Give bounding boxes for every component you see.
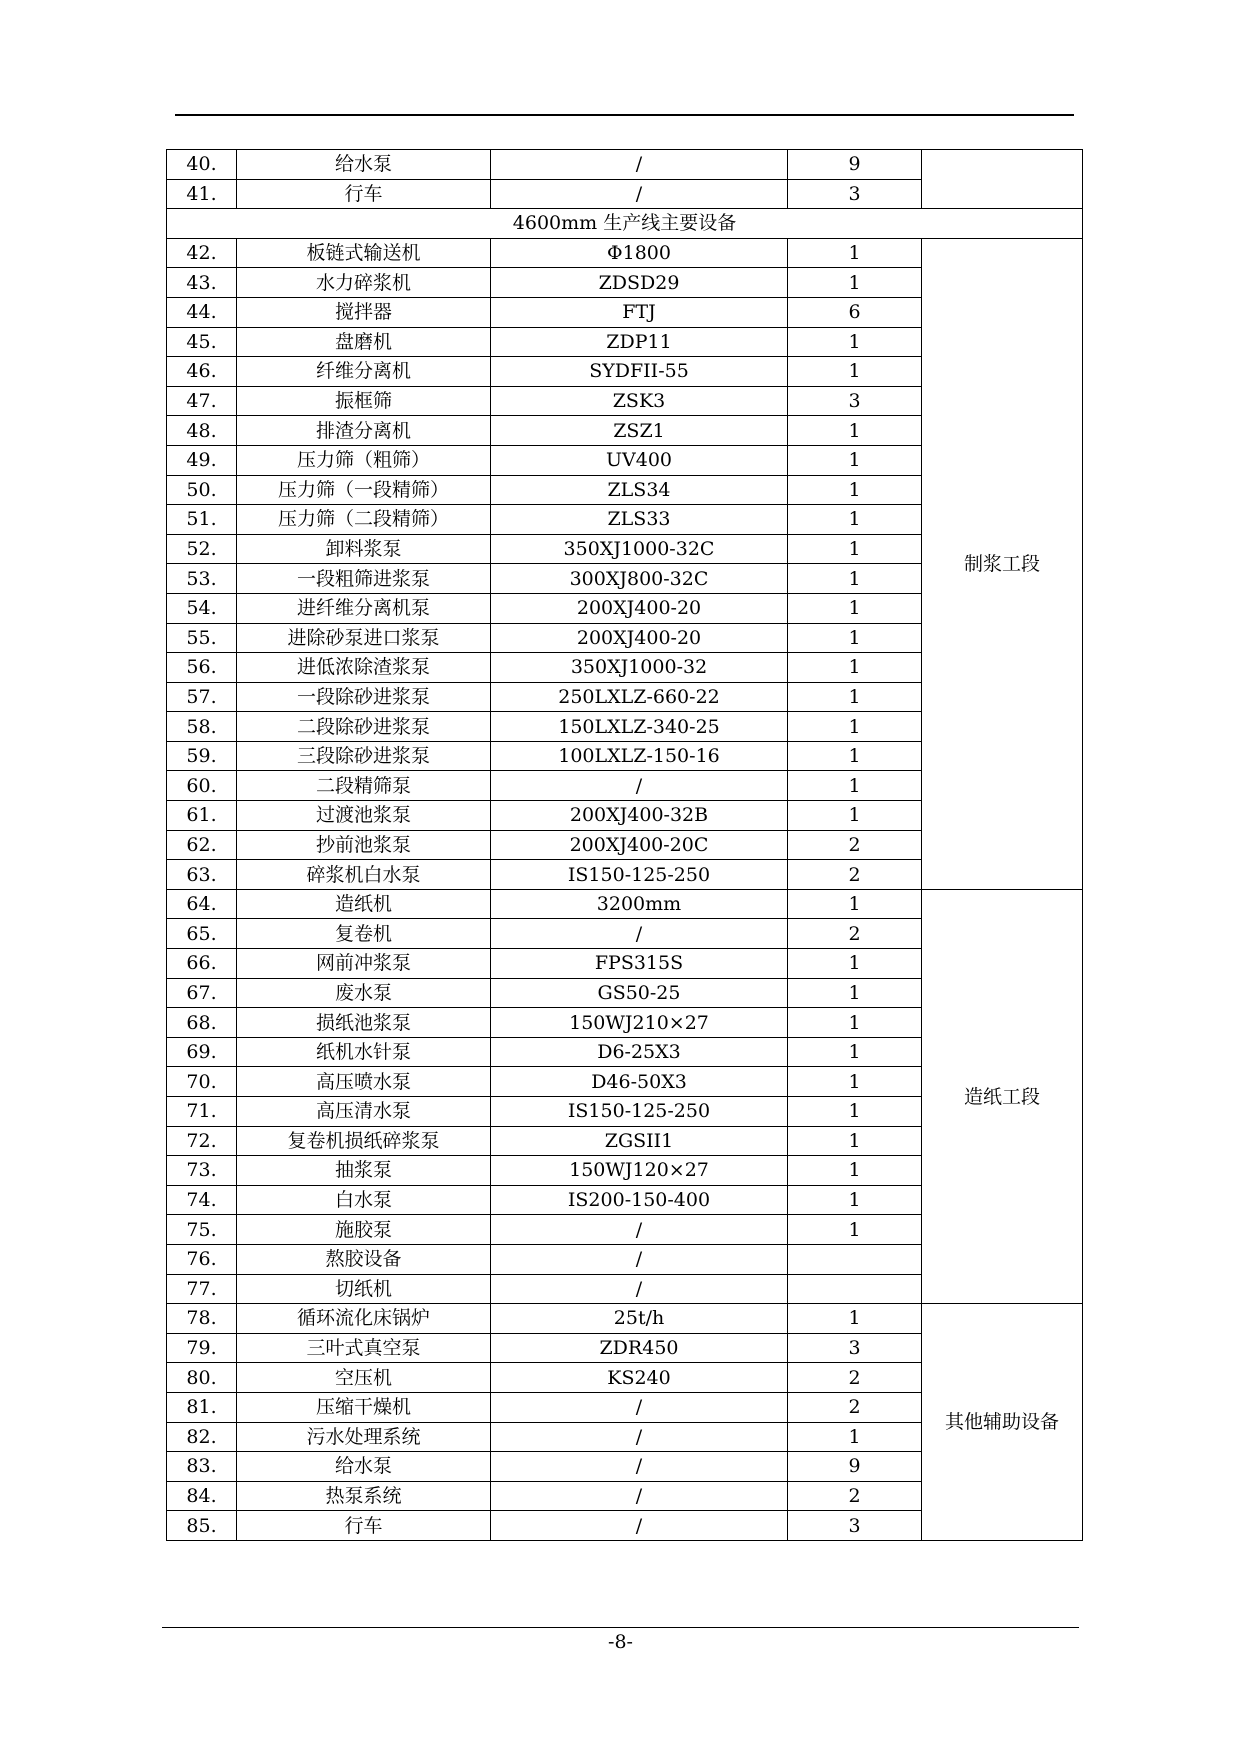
equipment-quantity: 1 xyxy=(788,1422,922,1452)
row-number: 82. xyxy=(167,1422,237,1452)
row-number: 81. xyxy=(167,1392,237,1422)
equipment-name: 进低浓除渣浆泵 xyxy=(237,653,491,683)
equipment-quantity xyxy=(788,1274,922,1304)
equipment-model: UV400 xyxy=(491,445,788,475)
equipment-model: / xyxy=(491,1481,788,1511)
row-number: 48. xyxy=(167,416,237,446)
row-number: 61. xyxy=(167,801,237,831)
row-number: 73. xyxy=(167,1156,237,1186)
row-number: 74. xyxy=(167,1185,237,1215)
equipment-model: / xyxy=(491,771,788,801)
row-number: 65. xyxy=(167,919,237,949)
equipment-model: ZLS34 xyxy=(491,475,788,505)
equipment-name: 二段精筛泵 xyxy=(237,771,491,801)
equipment-name: 纸机水针泵 xyxy=(237,1037,491,1067)
equipment-name: 一段粗筛进浆泵 xyxy=(237,564,491,594)
equipment-model: 25t/h xyxy=(491,1304,788,1334)
equipment-model: / xyxy=(491,1452,788,1482)
equipment-name: 抄前池浆泵 xyxy=(237,830,491,860)
equipment-quantity: 1 xyxy=(788,712,922,742)
row-number: 45. xyxy=(167,327,237,357)
equipment-quantity: 1 xyxy=(788,593,922,623)
equipment-model: KS240 xyxy=(491,1363,788,1393)
page-number: -8- xyxy=(608,1631,633,1653)
equipment-model: / xyxy=(491,1511,788,1541)
equipment-name: 给水泵 xyxy=(237,150,491,180)
row-number: 59. xyxy=(167,741,237,771)
row-number: 41. xyxy=(167,179,237,209)
row-number: 66. xyxy=(167,949,237,979)
equipment-model: / xyxy=(491,150,788,180)
equipment-quantity: 2 xyxy=(788,1481,922,1511)
row-number: 85. xyxy=(167,1511,237,1541)
section-label: 造纸工段 xyxy=(922,889,1083,1303)
equipment-quantity: 3 xyxy=(788,179,922,209)
equipment-model: ZLS33 xyxy=(491,505,788,535)
equipment-quantity: 3 xyxy=(788,1511,922,1541)
equipment-name: 废水泵 xyxy=(237,978,491,1008)
row-number: 71. xyxy=(167,1097,237,1127)
table-row xyxy=(167,889,1083,919)
row-number: 46. xyxy=(167,357,237,387)
equipment-name: 三段除砂进浆泵 xyxy=(237,741,491,771)
row-number: 42. xyxy=(167,238,237,268)
row-number: 64. xyxy=(167,889,237,919)
equipment-name: 水力碎浆机 xyxy=(237,268,491,298)
row-number: 50. xyxy=(167,475,237,505)
equipment-name: 过渡池浆泵 xyxy=(237,801,491,831)
table-row xyxy=(167,238,1083,268)
equipment-quantity: 9 xyxy=(788,150,922,180)
equipment-quantity: 1 xyxy=(788,623,922,653)
footer-rule xyxy=(162,1627,1079,1628)
section-cell-blank xyxy=(922,150,1083,209)
equipment-model: ZSZ1 xyxy=(491,416,788,446)
table-row xyxy=(167,1304,1083,1334)
equipment-name: 板链式输送机 xyxy=(237,238,491,268)
row-number: 49. xyxy=(167,445,237,475)
equipment-quantity: 1 xyxy=(788,327,922,357)
equipment-name: 造纸机 xyxy=(237,889,491,919)
table-row xyxy=(167,150,1083,180)
row-number: 44. xyxy=(167,297,237,327)
row-number: 77. xyxy=(167,1274,237,1304)
header-rule xyxy=(175,114,1074,116)
equipment-name: 压力筛（粗筛） xyxy=(237,445,491,475)
equipment-quantity: 2 xyxy=(788,860,922,890)
equipment-quantity: 1 xyxy=(788,1156,922,1186)
equipment-model: 200XJ400-20C xyxy=(491,830,788,860)
row-number: 40. xyxy=(167,150,237,180)
equipment-quantity: 3 xyxy=(788,386,922,416)
equipment-model: / xyxy=(491,1422,788,1452)
equipment-quantity: 1 xyxy=(788,653,922,683)
equipment-name: 循环流化床锅炉 xyxy=(237,1304,491,1334)
equipment-quantity: 6 xyxy=(788,297,922,327)
equipment-model: D46-50X3 xyxy=(491,1067,788,1097)
equipment-model: 150WJ120×27 xyxy=(491,1156,788,1186)
equipment-name: 振框筛 xyxy=(237,386,491,416)
row-number: 69. xyxy=(167,1037,237,1067)
equipment-name: 熬胶设备 xyxy=(237,1244,491,1274)
equipment-quantity: 1 xyxy=(788,1067,922,1097)
equipment-quantity: 1 xyxy=(788,357,922,387)
equipment-quantity: 1 xyxy=(788,1097,922,1127)
equipment-name: 一段除砂进浆泵 xyxy=(237,682,491,712)
equipment-model: 200XJ400-32B xyxy=(491,801,788,831)
equipment-quantity: 1 xyxy=(788,534,922,564)
equipment-name: 排渣分离机 xyxy=(237,416,491,446)
equipment-name: 复卷机损纸碎浆泵 xyxy=(237,1126,491,1156)
equipment-quantity: 1 xyxy=(788,1304,922,1334)
equipment-quantity: 1 xyxy=(788,1215,922,1245)
row-number: 68. xyxy=(167,1008,237,1038)
equipment-name: 损纸池浆泵 xyxy=(237,1008,491,1038)
row-number: 70. xyxy=(167,1067,237,1097)
equipment-name: 压力筛（二段精筛） xyxy=(237,505,491,535)
row-number: 63. xyxy=(167,860,237,890)
equipment-model: SYDFII-55 xyxy=(491,357,788,387)
equipment-model: ZSK3 xyxy=(491,386,788,416)
equipment-quantity: 3 xyxy=(788,1333,922,1363)
equipment-name: 盘磨机 xyxy=(237,327,491,357)
equipment-name: 三叶式真空泵 xyxy=(237,1333,491,1363)
row-number: 79. xyxy=(167,1333,237,1363)
equipment-model: 150WJ210×27 xyxy=(491,1008,788,1038)
equipment-quantity: 2 xyxy=(788,1392,922,1422)
equipment-quantity: 1 xyxy=(788,978,922,1008)
equipment-model: FTJ xyxy=(491,297,788,327)
section-label: 其他辅助设备 xyxy=(922,1304,1083,1541)
equipment-model: / xyxy=(491,179,788,209)
equipment-model: IS150-125-250 xyxy=(491,860,788,890)
equipment-name: 抽浆泵 xyxy=(237,1156,491,1186)
equipment-quantity: 9 xyxy=(788,1452,922,1482)
equipment-name: 高压喷水泵 xyxy=(237,1067,491,1097)
equipment-model: IS200-150-400 xyxy=(491,1185,788,1215)
row-number: 76. xyxy=(167,1244,237,1274)
row-number: 52. xyxy=(167,534,237,564)
equipment-name: 施胶泵 xyxy=(237,1215,491,1245)
equipment-model: GS50-25 xyxy=(491,978,788,1008)
equipment-model: ZGSII1 xyxy=(491,1126,788,1156)
equipment-model: 150LXLZ-340-25 xyxy=(491,712,788,742)
equipment-model: 250LXLZ-660-22 xyxy=(491,682,788,712)
equipment-quantity: 1 xyxy=(788,475,922,505)
equipment-name: 进纤维分离机泵 xyxy=(237,593,491,623)
equipment-name: 网前冲浆泵 xyxy=(237,949,491,979)
equipment-model: 200XJ400-20 xyxy=(491,623,788,653)
equipment-quantity: 1 xyxy=(788,949,922,979)
row-number: 51. xyxy=(167,505,237,535)
equipment-quantity: 1 xyxy=(788,801,922,831)
equipment-model: ZDR450 xyxy=(491,1333,788,1363)
equipment-model: ZDSD29 xyxy=(491,268,788,298)
row-number: 47. xyxy=(167,386,237,416)
equipment-model: 300XJ800-32C xyxy=(491,564,788,594)
equipment-model: / xyxy=(491,1244,788,1274)
row-number: 60. xyxy=(167,771,237,801)
equipment-name: 白水泵 xyxy=(237,1185,491,1215)
row-number: 67. xyxy=(167,978,237,1008)
equipment-quantity: 1 xyxy=(788,1126,922,1156)
equipment-model: 350XJ1000-32C xyxy=(491,534,788,564)
equipment-name: 压力筛（一段精筛） xyxy=(237,475,491,505)
equipment-name: 热泵系统 xyxy=(237,1481,491,1511)
equipment-name: 行车 xyxy=(237,1511,491,1541)
equipment-quantity: 1 xyxy=(788,238,922,268)
row-number: 83. xyxy=(167,1452,237,1482)
row-number: 55. xyxy=(167,623,237,653)
equipment-name: 进除砂泵进口浆泵 xyxy=(237,623,491,653)
row-number: 43. xyxy=(167,268,237,298)
equipment-quantity: 1 xyxy=(788,1185,922,1215)
table-subheading-row xyxy=(167,209,1083,239)
equipment-quantity: 1 xyxy=(788,1037,922,1067)
equipment-quantity: 1 xyxy=(788,889,922,919)
equipment-model: / xyxy=(491,1392,788,1422)
equipment-quantity xyxy=(788,1244,922,1274)
equipment-quantity: 1 xyxy=(788,564,922,594)
equipment-name: 高压清水泵 xyxy=(237,1097,491,1127)
equipment-quantity: 1 xyxy=(788,741,922,771)
equipment-quantity: 1 xyxy=(788,445,922,475)
row-number: 72. xyxy=(167,1126,237,1156)
equipment-quantity: 1 xyxy=(788,268,922,298)
row-number: 84. xyxy=(167,1481,237,1511)
row-number: 56. xyxy=(167,653,237,683)
equipment-name: 碎浆机白水泵 xyxy=(237,860,491,890)
equipment-model: Φ1800 xyxy=(491,238,788,268)
equipment-quantity: 2 xyxy=(788,830,922,860)
equipment-name: 污水处理系统 xyxy=(237,1422,491,1452)
row-number: 75. xyxy=(167,1215,237,1245)
row-number: 58. xyxy=(167,712,237,742)
equipment-model: 200XJ400-20 xyxy=(491,593,788,623)
equipment-model: 350XJ1000-32 xyxy=(491,653,788,683)
equipment-name: 行车 xyxy=(237,179,491,209)
equipment-model: IS150-125-250 xyxy=(491,1097,788,1127)
row-number: 54. xyxy=(167,593,237,623)
row-number: 53. xyxy=(167,564,237,594)
equipment-model: / xyxy=(491,1215,788,1245)
equipment-table-body xyxy=(167,150,1083,1541)
equipment-model: D6-25X3 xyxy=(491,1037,788,1067)
table-subheading: 4600mm 生产线主要设备 xyxy=(167,209,1083,239)
equipment-model: FPS315S xyxy=(491,949,788,979)
equipment-model: / xyxy=(491,919,788,949)
row-number: 57. xyxy=(167,682,237,712)
equipment-name: 卸料浆泵 xyxy=(237,534,491,564)
equipment-name: 切纸机 xyxy=(237,1274,491,1304)
equipment-table xyxy=(166,149,1083,1541)
equipment-quantity: 2 xyxy=(788,919,922,949)
row-number: 78. xyxy=(167,1304,237,1334)
equipment-name: 纤维分离机 xyxy=(237,357,491,387)
equipment-model: 100LXLZ-150-16 xyxy=(491,741,788,771)
equipment-quantity: 1 xyxy=(788,416,922,446)
equipment-name: 复卷机 xyxy=(237,919,491,949)
equipment-name: 二段除砂进浆泵 xyxy=(237,712,491,742)
equipment-quantity: 2 xyxy=(788,1363,922,1393)
row-number: 62. xyxy=(167,830,237,860)
equipment-model: / xyxy=(491,1274,788,1304)
equipment-quantity: 1 xyxy=(788,1008,922,1038)
row-number: 80. xyxy=(167,1363,237,1393)
equipment-name: 搅拌器 xyxy=(237,297,491,327)
equipment-quantity: 1 xyxy=(788,682,922,712)
equipment-model: 3200mm xyxy=(491,889,788,919)
equipment-quantity: 1 xyxy=(788,771,922,801)
equipment-quantity: 1 xyxy=(788,505,922,535)
section-label: 制浆工段 xyxy=(922,238,1083,889)
equipment-name: 给水泵 xyxy=(237,1452,491,1482)
equipment-name: 空压机 xyxy=(237,1363,491,1393)
equipment-name: 压缩干燥机 xyxy=(237,1392,491,1422)
equipment-model: ZDP11 xyxy=(491,327,788,357)
